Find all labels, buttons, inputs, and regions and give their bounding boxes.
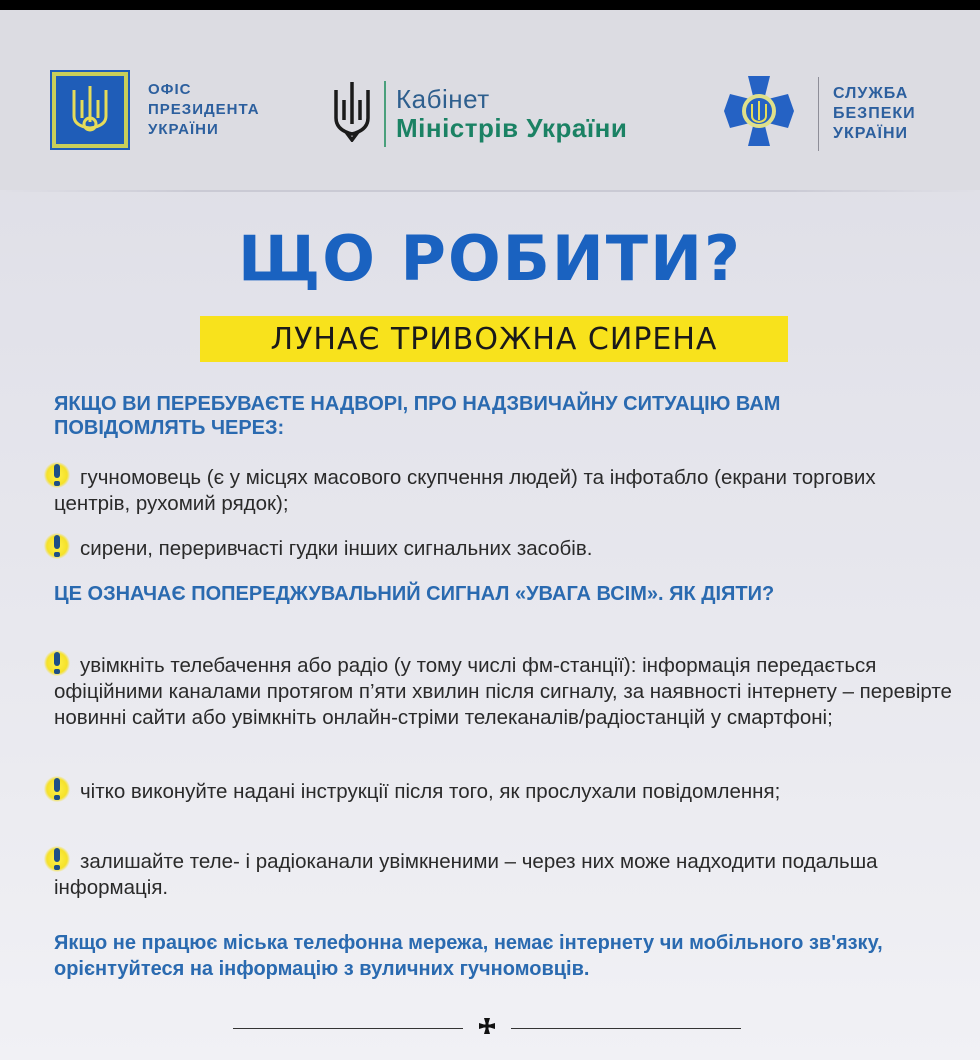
trident-emblem-icon bbox=[52, 72, 128, 148]
list-item: сирени, переривчасті гудки інших сигнальних засобів. bbox=[54, 533, 954, 562]
trident-icon bbox=[332, 80, 372, 147]
page-subtitle: ЛУНАЄ ТРИВОЖНА СИРЕНА bbox=[270, 321, 718, 357]
divider-line-right bbox=[511, 1028, 741, 1029]
logo-office-of-president bbox=[52, 72, 260, 148]
top-black-bar bbox=[0, 0, 980, 10]
security-service-text: СЛУЖБА БЕЗПЕКИ УКРАЇНИ bbox=[833, 84, 916, 142]
office-of-president-text: ОФІС ПРЕЗИДЕНТА УКРАЇНИ bbox=[148, 81, 260, 138]
list-item: залишайте теле- і радіоканали увімкненими – через них може надходити подальша інформація. bbox=[54, 846, 954, 901]
cabinet-divider bbox=[384, 81, 386, 147]
logo-cabinet-of-ministers bbox=[332, 80, 627, 147]
exclamation-icon bbox=[44, 533, 70, 559]
list-item: увімкніть телебачення або радіо (у тому числі фм-станції): інформація передається офіційними каналами протягом п’яти хвилин після сигналу, за наявності інтернету – перевірте новинні сайти або увімкніть онлайн-стріми телеканалів/радіостанцій у смартфоні; bbox=[54, 650, 954, 731]
exclamation-icon bbox=[44, 650, 70, 676]
section-heading-outdoors: ЯКЩО ВИ ПЕРЕБУВАЄТЕ НАДВОРІ, ПРО НАДЗВИЧАЙНУ СИТУАЦІЮ ВАМ ПОВІДОМЛЯТЬ ЧЕРЕЗ: bbox=[54, 393, 781, 439]
exclamation-icon bbox=[44, 846, 70, 872]
cabinet-of-ministers-text: Кабінет Міністрів України bbox=[396, 83, 628, 143]
page-title: ЩО РОБИТИ? bbox=[238, 222, 742, 295]
exclamation-icon bbox=[44, 776, 70, 802]
logo-security-service bbox=[722, 74, 916, 153]
footer-note: Якщо не працює міська телефонна мережа, немає інтернету чи мобільного зв'язку, орієнтуйтеся на інформацію з вуличних гучномовців. bbox=[54, 932, 883, 980]
ornament-divider bbox=[224, 1018, 750, 1038]
subtitle-highlight bbox=[200, 316, 788, 362]
sbu-cross-emblem-icon bbox=[722, 74, 796, 153]
exclamation-icon bbox=[44, 462, 70, 488]
divider-line-left bbox=[233, 1028, 463, 1029]
list-item: чітко виконуйте надані інструкції після того, як прослухали повідомлення; bbox=[54, 776, 954, 805]
header-divider bbox=[0, 190, 980, 192]
section-heading-how-to-act: ЦЕ ОЗНАЧАЄ ПОПЕРЕДЖУВАЛЬНИЙ СИГНАЛ «УВАГА ВСІМ». ЯК ДІЯТИ? bbox=[54, 583, 775, 605]
list-item: гучномовець (є у місцях масового скупчення людей) та інфотабло (екрани торгових центрів, рухомий рядок); bbox=[54, 462, 954, 517]
sbu-divider bbox=[818, 77, 819, 151]
cross-ornament-icon bbox=[479, 1018, 495, 1039]
